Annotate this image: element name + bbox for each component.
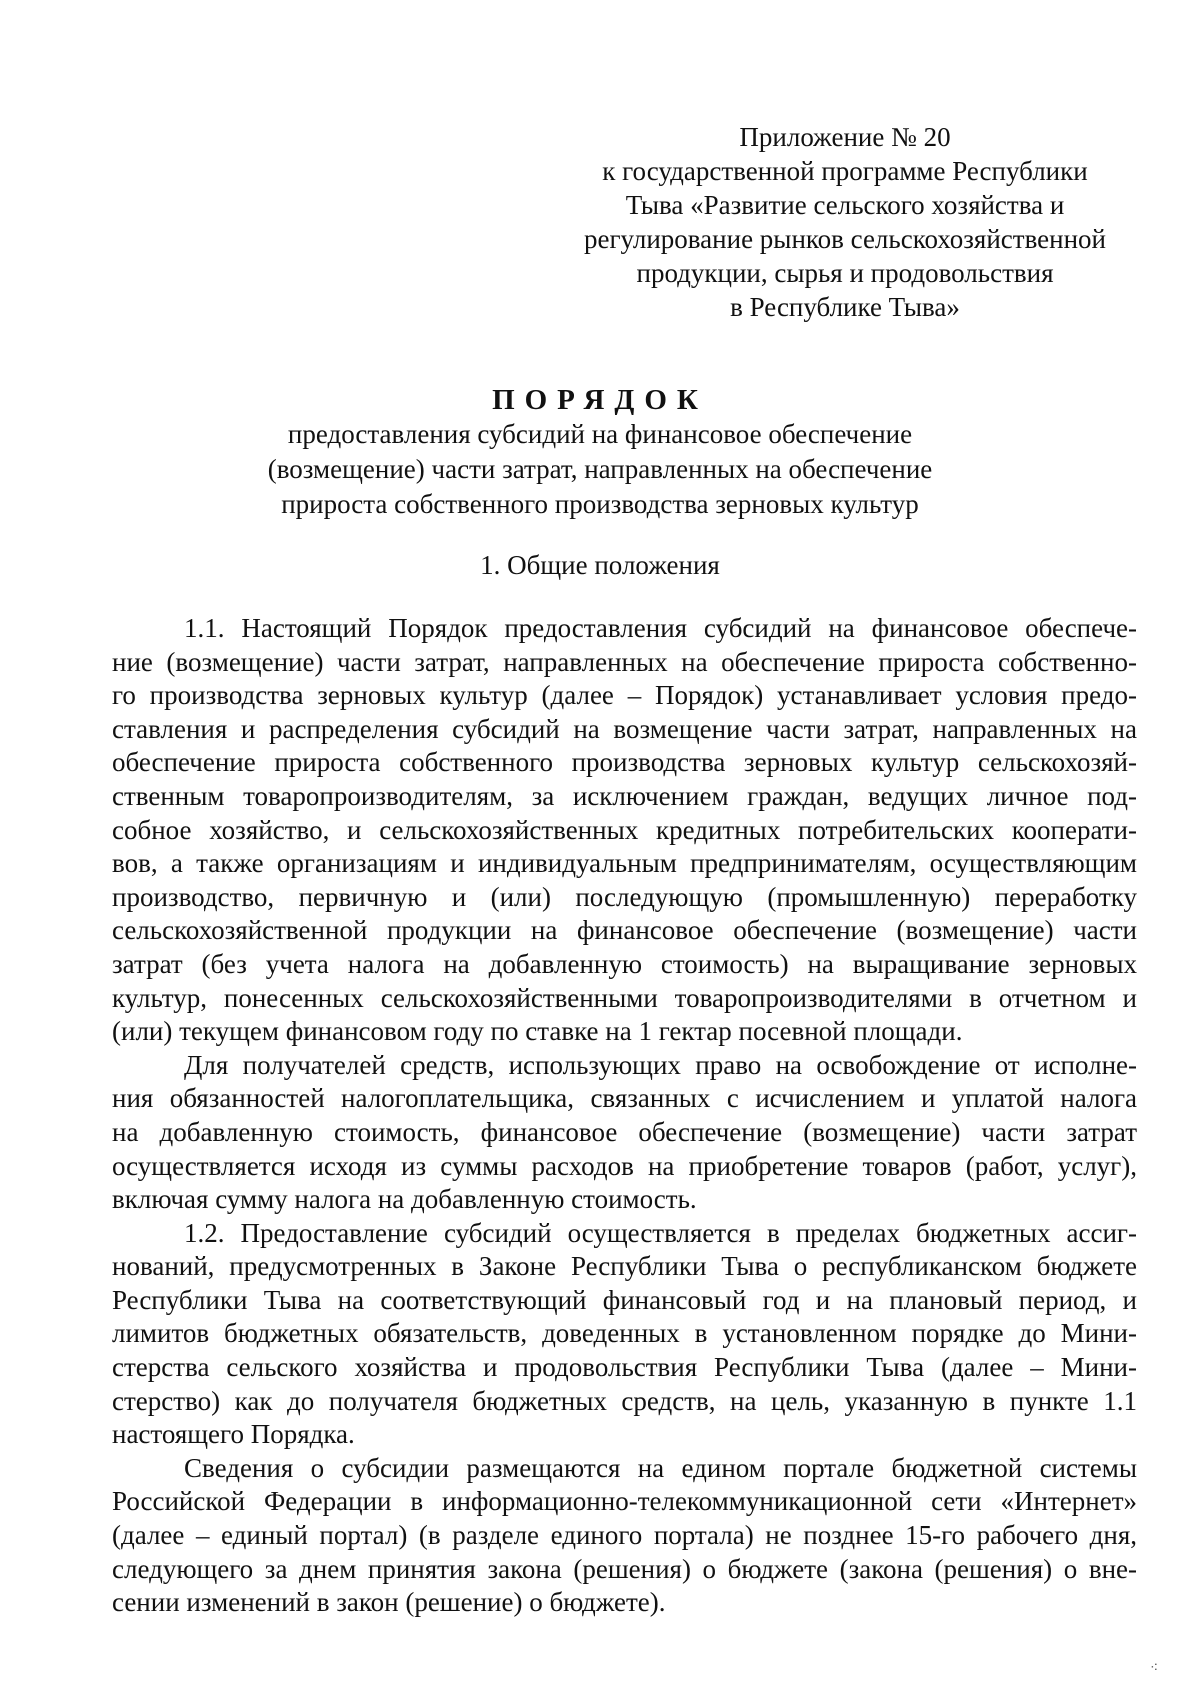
text-line: ния обязанностей налогоплательщика, связанных с исчислением и уплатой налога <box>112 1083 1137 1114</box>
text-line: (или) текущем финансовом году по ставке на 1 гектар посевной площади. <box>112 1016 963 1047</box>
paragraph-1-1 <box>112 612 1137 1049</box>
appendix-line: в Республике Тыва» <box>730 292 960 322</box>
appendix-line: Приложение № 20 <box>739 122 951 152</box>
paragraph-vat <box>112 1049 1137 1217</box>
document-body <box>112 612 1137 1620</box>
text-line: собное хозяйство, и сельскохозяйственных кредитных потребительских кооперати- <box>112 814 1137 845</box>
text-line: нований, предусмотренных в Законе Республики Тыва о республиканском бюджете <box>112 1251 1137 1282</box>
text-line: на добавленную стоимость, финансовое обеспечение (возмещение) части затрат <box>112 1116 1137 1147</box>
paragraph-1-2 <box>112 1217 1137 1452</box>
text-line: ственным товаропроизводителям, за исключением граждан, ведущих личное под- <box>112 780 1137 811</box>
appendix-line: продукции, сырья и продовольствия <box>636 258 1054 288</box>
text-line: производство, первичную и (или) последующую (промышленную) переработку <box>112 881 1137 912</box>
scan-mark-icon: ⁖ <box>1150 1660 1159 1676</box>
text-line: Российской Федерации в информационно-телекоммуникационной сети «Интернет» <box>112 1486 1137 1517</box>
document-title: ПОРЯДОК <box>492 384 708 416</box>
text-line: следующего за днем принятия закона (решения) о бюджете (закона (решения) о вне- <box>112 1553 1137 1584</box>
text-line: Сведения о субсидии размещаются на едином портале бюджетной системы <box>184 1452 1137 1483</box>
text-line: 1.2. Предоставление субсидий осуществляется в пределах бюджетных ассиг- <box>184 1217 1137 1248</box>
text-line: включая сумму налога на добавленную стоимость. <box>112 1184 697 1215</box>
text-line: (далее – единый портал) (в разделе единого портала) не позднее 15-го рабочего дня, <box>112 1520 1137 1551</box>
text-line: 1.1. Настоящий Порядок предоставления субсидий на финансовое обеспече- <box>184 613 1137 643</box>
appendix-block <box>560 120 1130 324</box>
text-line: затрат (без учета налога на добавленную стоимость) на выращивание зерновых <box>112 948 1137 979</box>
text-line: осуществляется исходя из суммы расходов на приобретение товаров (работ, услуг), <box>112 1150 1137 1181</box>
appendix-line: к государственной программе Республики <box>602 156 1088 186</box>
text-line: сении изменений в закон (решение) о бюджете). <box>112 1587 666 1618</box>
text-line: стерство) как до получателя бюджетных средств, на цель, указанную в пункте 1.1 <box>112 1385 1137 1416</box>
text-line: Для получателей средств, использующих право на освобождение от исполне- <box>184 1049 1137 1080</box>
appendix-line: Тыва «Развитие сельского хозяйства и <box>625 190 1065 220</box>
paragraph-portal <box>112 1452 1137 1620</box>
text-line: стерства сельского хозяйства и продовольствия Республики Тыва (далее – Мини- <box>112 1352 1137 1383</box>
subtitle-line: прироста собственного производства зерновых культур <box>281 489 919 519</box>
text-line: ние (возмещение) части затрат, направленных на обеспечение прироста собственно- <box>112 646 1137 677</box>
section-heading: 1. Общие положения <box>480 550 720 580</box>
text-line: культур, понесенных сельскохозяйственными товаропроизводителями в отчетном и <box>112 982 1137 1013</box>
subtitle-line: (возмещение) части затрат, направленных на обеспечение <box>267 454 933 484</box>
text-line: го производства зерновых культур (далее – Порядок) устанавливает условия предо- <box>112 680 1137 711</box>
text-line: Республики Тыва на соответствующий финансовый год и на плановый период, и <box>112 1284 1137 1315</box>
document-subtitle <box>0 417 1200 522</box>
text-line: ставления и распределения субсидий на возмещение части затрат, направленных на <box>112 713 1137 744</box>
text-line: сельскохозяйственной продукции на финансовое обеспечение (возмещение) части <box>112 915 1137 946</box>
text-line: настоящего Порядка. <box>112 1419 355 1450</box>
subtitle-line: предоставления субсидий на финансовое обеспечение <box>287 419 913 449</box>
text-line: лимитов бюджетных обязательств, доведенных в установленном порядке до Мини- <box>112 1318 1137 1349</box>
text-line: вов, а также организациям и индивидуальным предпринимателям, осуществляющим <box>112 848 1137 879</box>
appendix-line: регулирование рынков сельскохозяйственной <box>584 224 1106 254</box>
text-line: обеспечение прироста собственного производства зерновых культур сельскохозяй- <box>112 747 1137 778</box>
